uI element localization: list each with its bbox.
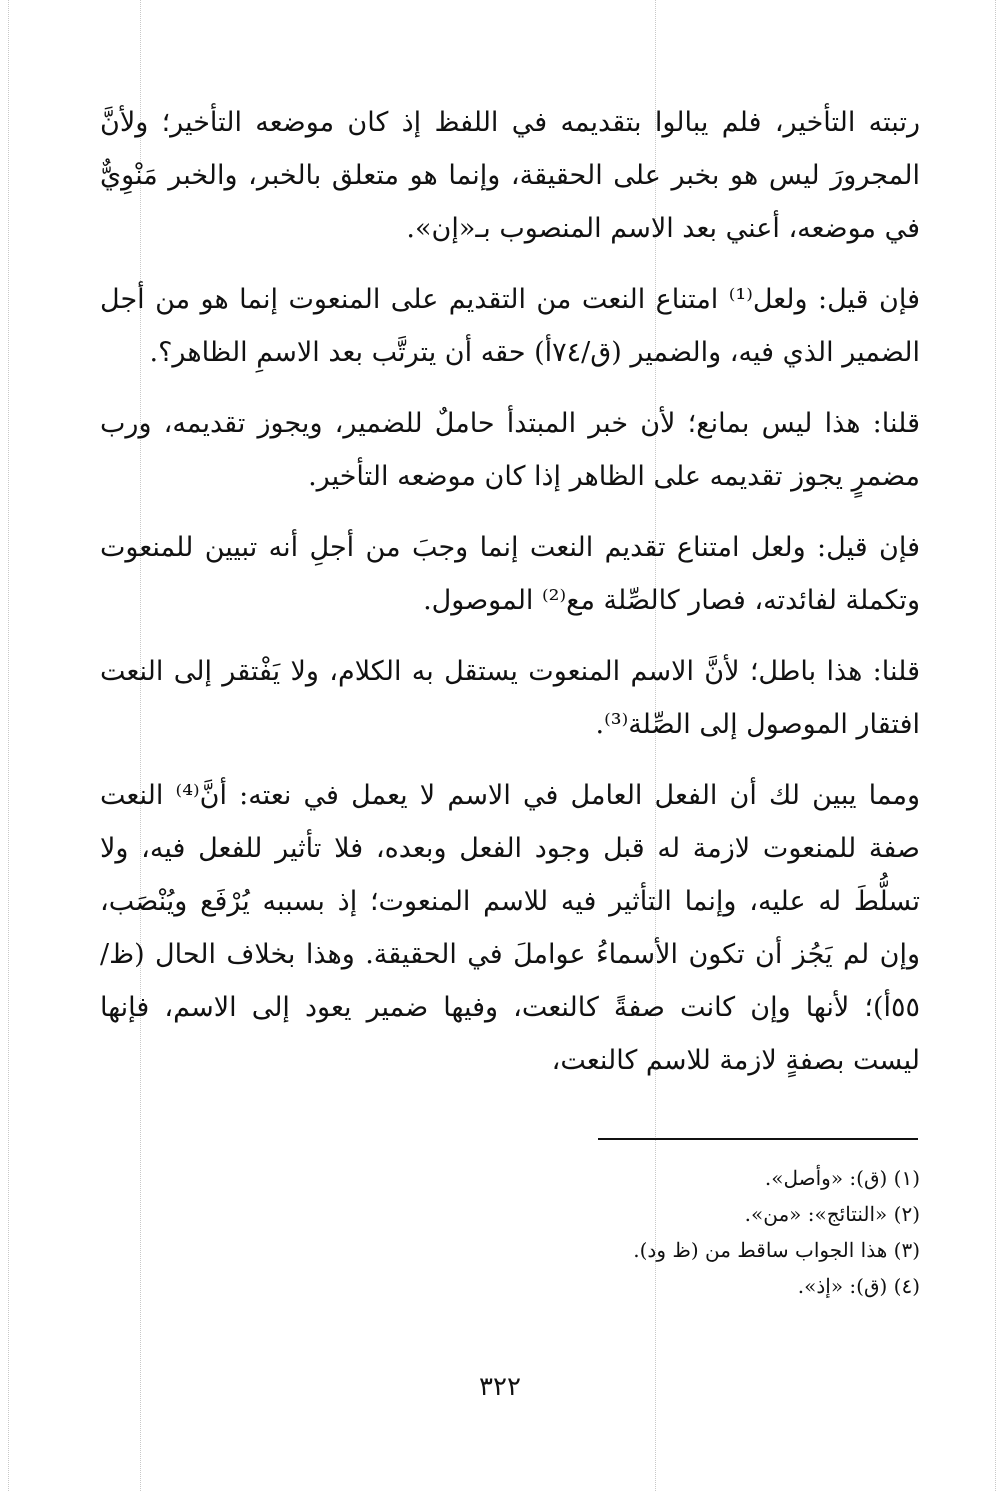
footnote: (٤) (ق): «إذ». xyxy=(797,1274,920,1298)
paragraph: فإن قيل: ولعل امتناع تقديم النعت إنما وجبَ من أجلِ أنه تبيين للمنعوت وتكملة لفائدته، فصار كالصِّلة مع⁽²⁾ الموصول. xyxy=(100,532,920,616)
footnote-divider xyxy=(598,1138,918,1140)
paragraph: فإن قيل: ولعل⁽¹⁾ امتناع النعت من التقديم على المنعوت إنما هو من أجل الضمير الذي فيه، والضمير (ق/٧٤أ) حقه أن يترتَّب بعد الاسمِ الظاهر؟. xyxy=(100,284,920,368)
paragraph: ومما يبين لك أن الفعل العامل في الاسم لا يعمل في نعته: أنَّ⁽⁴⁾ النعت صفة للمنعوت لازمة له قبل وجود الفعل وبعده، فلا تأثير للفعل فيه، ولا تسلُّطَ له عليه، وإنما التأثير فيه للاسم المنعوت؛ إذ بسببه يُرْفَع ويُنْصَب، وإن لم يَجُز أن تكون الأسماءُ عواملَ في الحقيقة. وهذا بخلاف الحال (ظ/٥٥أ)؛ لأنها وإن كانت صفةً كالنعت، وفيها ضمير يعود إلى الاسم، فإنها ليست بصفةٍ لازمة للاسم كالنعت، xyxy=(100,780,920,1076)
main-text xyxy=(100,96,920,1105)
scan-artifact xyxy=(8,0,9,1491)
footnotes xyxy=(400,1160,920,1304)
paragraph: قلنا: هذا ليس بمانع؛ لأن خبر المبتدأ حاملٌ للضمير، ويجوز تقديمه، ورب مضمرٍ يجوز تقديمه على الظاهر إذا كان موضعه التأخير. xyxy=(100,408,920,492)
page-number: ٣٢٢ xyxy=(479,1372,521,1402)
paragraph: رتبته التأخير، فلم يبالوا بتقديمه في اللفظ إذ كان موضعه التأخير؛ ولأنَّ المجرورَ ليس هو بخبر على الحقيقة، وإنما هو متعلق بالخبر، والخبر مَنْوِيٌّ في موضعه، أعني بعد الاسم المنصوب بـ«إن». xyxy=(100,107,920,244)
scan-artifact xyxy=(995,0,996,1491)
footnote: (٢) «النتائج»: «من». xyxy=(744,1202,920,1226)
footnote: (٣) هذا الجواب ساقط من (ظ ود). xyxy=(633,1238,920,1262)
paragraph: قلنا: هذا باطل؛ لأنَّ الاسم المنعوت يستقل به الكلام، ولا يَفْتقر إلى النعت افتقار الموصول إلى الصِّلة⁽³⁾. xyxy=(100,656,920,740)
footnote: (١) (ق): «وأصل». xyxy=(764,1166,920,1190)
